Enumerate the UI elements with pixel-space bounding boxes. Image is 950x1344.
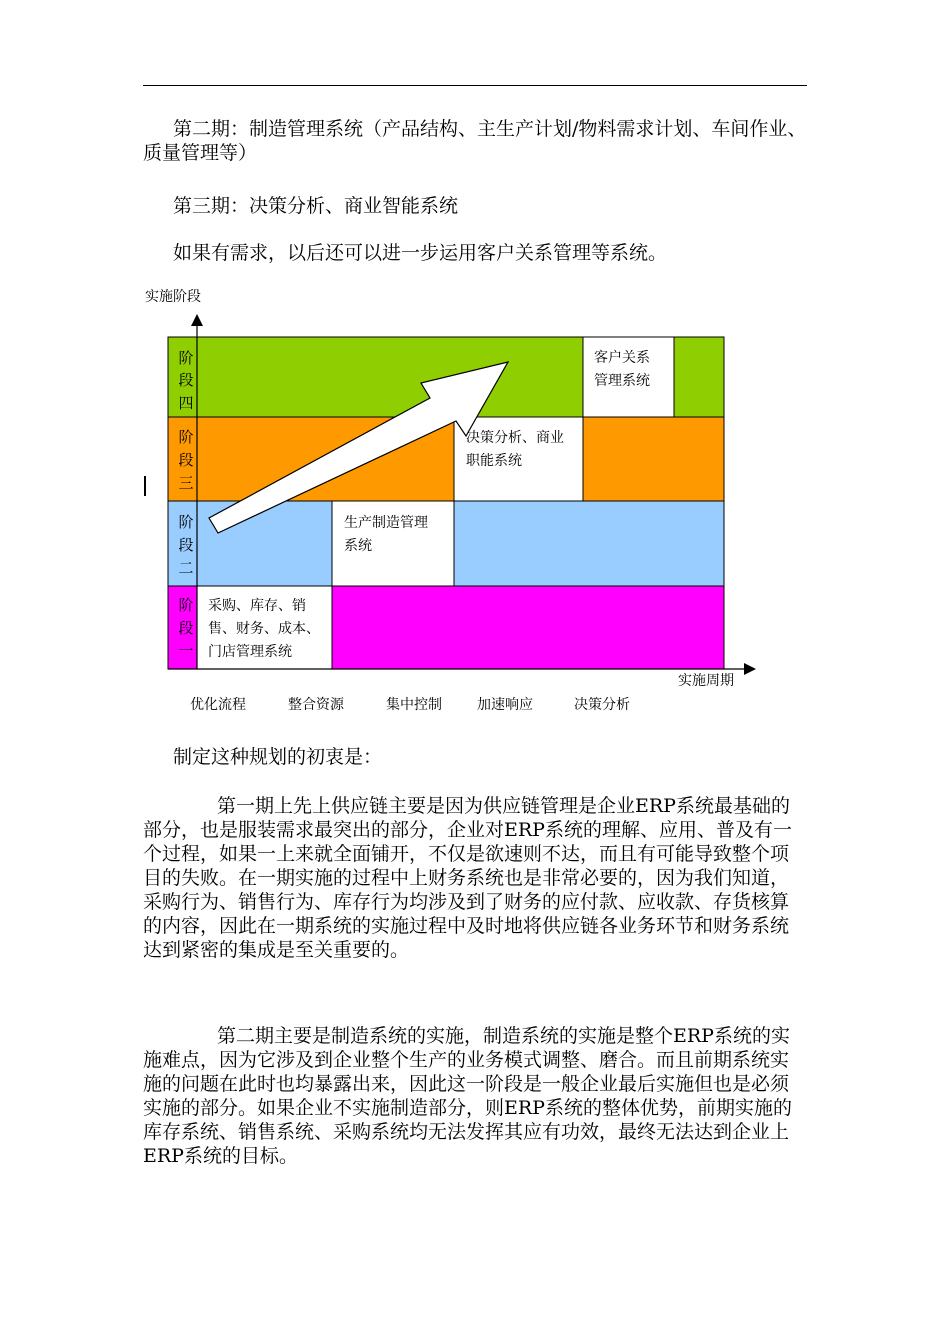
paragraph-intent: 制定这种规划的初衷是：	[173, 746, 383, 768]
box-decision-line-1: 决策分析、商业	[466, 430, 564, 446]
box-supply-line-1: 采购、库存、销	[208, 598, 306, 614]
stage-two-label-2: 段	[178, 536, 194, 554]
bottom-label-decide: 决策分析	[574, 697, 630, 713]
bottom-label-integrate: 整合资源	[288, 697, 344, 713]
stage-four-label-2: 段	[178, 371, 194, 389]
bottom-label-accelerate: 加速响应	[477, 697, 533, 713]
paragraph-phase-three: 第三期：决策分析、商业智能系统	[173, 195, 459, 217]
paragraph-phase-one-reason: 第一期上先上供应链主要是因为供应链管理是企业ERP系统最基础的部分，也是服装需求最突出的部分，企业对ERP系统的理解、应用、普及有一个过程，如果一上来就全面铺开，不仅是欲速则不达，而且有可能导致整个项目的失败。在一期实施的过程中上财务系统也是非常必要的，因为我们知道，采购行为、销售行为、库存行为均涉及到了财务的应付款、应收款、存货核算的内容，因此在一期系统的实施过程中及时地将供应链各业务环节和财务系统达到紧密的集成是至关重要的。	[143, 795, 792, 961]
stage-three-label-2: 段	[178, 451, 194, 469]
stage-two-label-1: 阶	[178, 513, 194, 531]
stage-four-label-3: 四	[178, 394, 194, 412]
box-supply-line-2: 售、财务、成本、	[208, 621, 320, 637]
paragraph-future: 如果有需求，以后还可以进一步运用客户关系管理等系统。	[173, 242, 668, 264]
stage-one-label-1: 阶	[178, 596, 194, 614]
box-crm-line-2: 管理系统	[594, 373, 650, 389]
paragraph-phase-two: 第二期：制造管理系统（产品结构、主生产计划/物料需求计划、车间作业、质量管理等）	[143, 118, 807, 164]
stage-one-label-2: 段	[178, 619, 194, 637]
stage-four-label-1: 阶	[178, 349, 194, 367]
stage-three-label-1: 阶	[178, 428, 194, 446]
stage-one-label-3: 一	[178, 642, 194, 660]
box-crm-line-1: 客户关系	[594, 350, 650, 366]
implementation-stage-diagram	[130, 280, 770, 720]
box-decision-line-2: 职能系统	[466, 453, 522, 469]
y-axis-label: 实施阶段	[145, 289, 201, 305]
box-production-line-1: 生产制造管理	[344, 515, 428, 531]
box-production-line-2: 系统	[344, 538, 372, 554]
box-supply-line-3: 门店管理系统	[208, 644, 292, 660]
stage-three-label-3: 三	[178, 474, 194, 492]
stage-two-label-3: 二	[178, 559, 194, 577]
stage-three-band	[168, 417, 724, 501]
header-rule	[143, 85, 807, 86]
bottom-label-optimize: 优化流程	[190, 697, 246, 713]
x-axis-label: 实施周期	[678, 673, 734, 689]
bottom-label-centralize: 集中控制	[386, 697, 442, 713]
paragraph-phase-two-reason: 第二期主要是制造系统的实施，制造系统的实施是整个ERP系统的实施难点，因为它涉及到企业整个生产的业务模式调整、磨合。而且前期系统实施的问题在此时也均暴露出来，因此这一阶段是一般企业最后实施但也是必须实施的部分。如果企业不实施制造部分，则ERP系统的整体优势，前期实施的库存系统、销售系统、采购系统均无法发挥其应有功效，最终无法达到企业上ERP系统的目标。	[143, 1025, 792, 1167]
